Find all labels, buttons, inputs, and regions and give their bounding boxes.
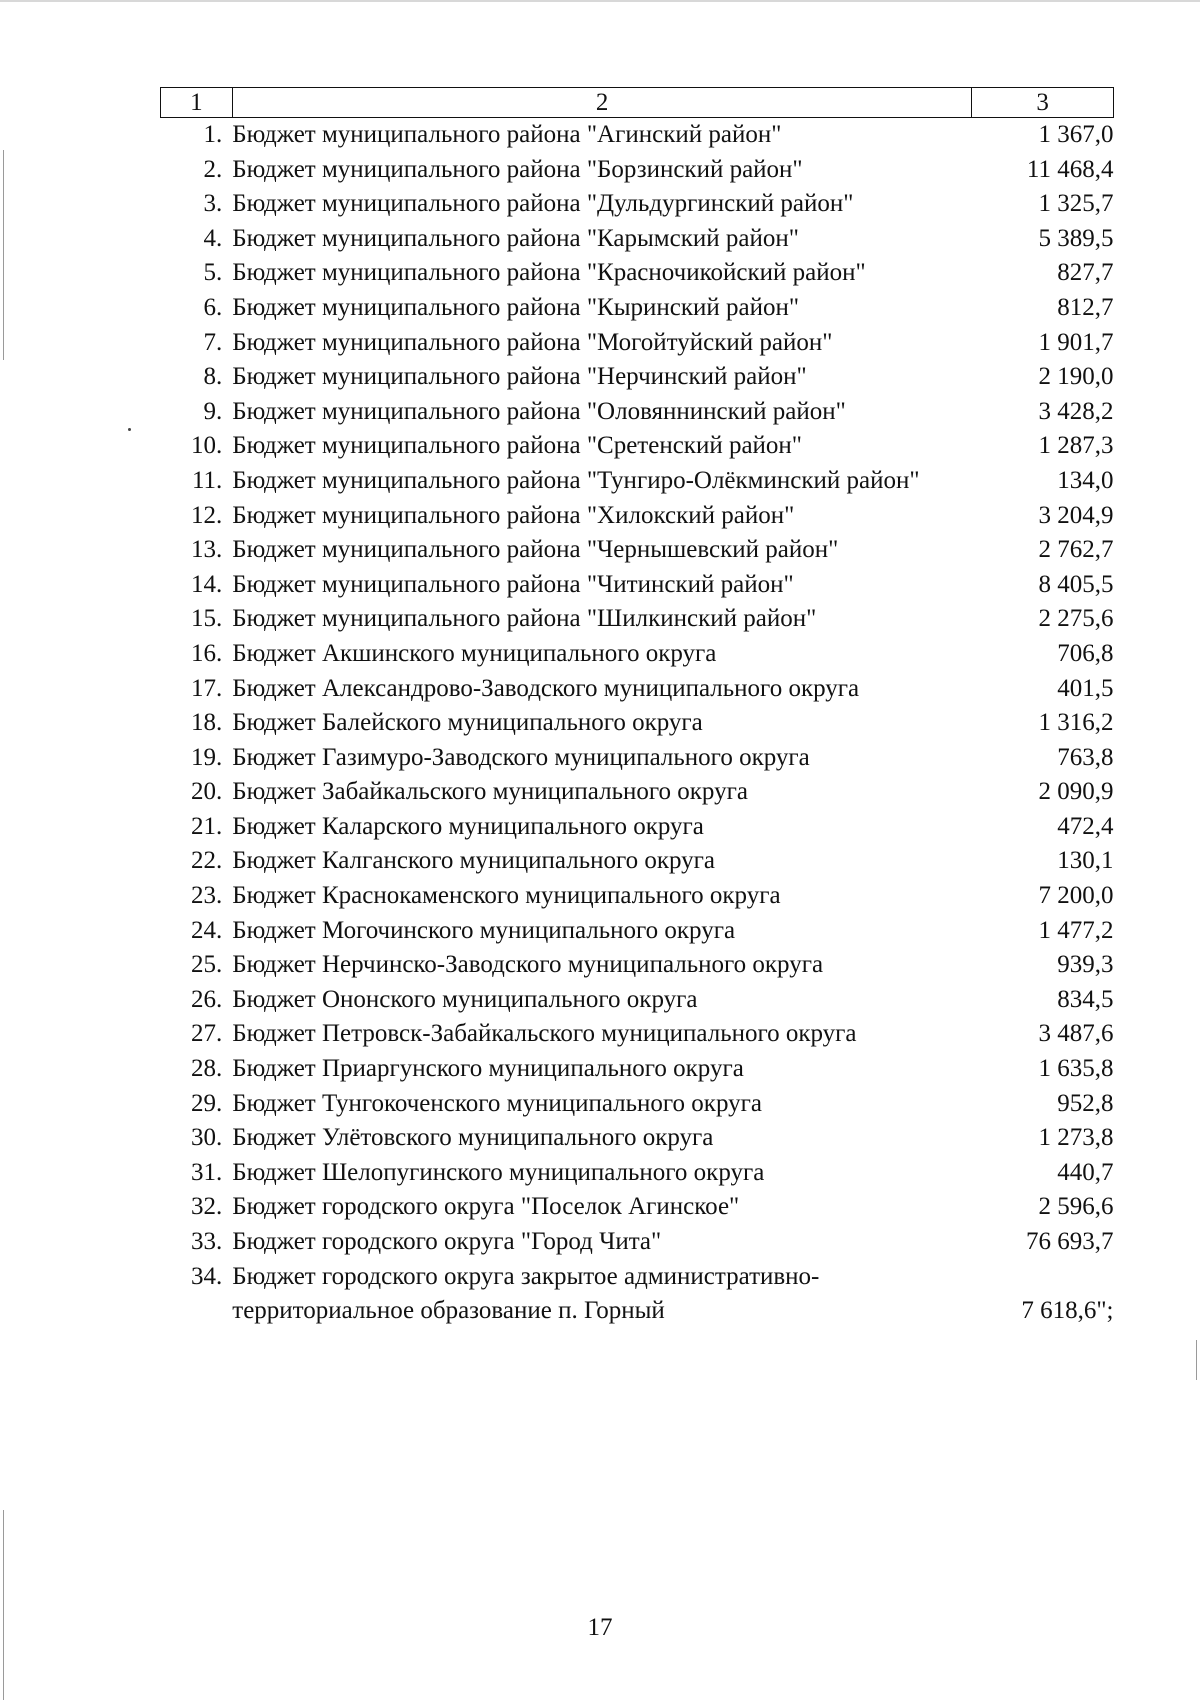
row-number: 26. [191,985,223,1013]
column-header-number: 1 [161,88,233,118]
row-amount: 2 090,9 [1038,778,1114,806]
row-number: 5. [203,259,223,287]
row-budget-name: Бюджет муниципального района "Чернышевский район" [232,536,839,564]
row-number: 10. [191,432,223,460]
row-amount: 1 477,2 [1038,916,1114,944]
row-number: 2. [203,155,223,183]
row-number: 11. [191,466,223,494]
table-row [161,326,1114,361]
row-amount: 952,8 [1057,1089,1114,1117]
scan-artifact-right [1196,1340,1197,1380]
row-amount: 134,0 [1057,466,1114,494]
row-amount: 130,1 [1057,847,1114,875]
row-number: 19. [191,743,223,771]
table-header-row [161,88,1114,118]
table-row [161,1087,1114,1122]
row-amount: 3 487,6 [1038,1020,1114,1048]
row-budget-name: Бюджет Петровск-Забайкальского муниципального округа [232,1020,857,1048]
table-body [161,118,1114,1329]
row-budget-name [232,1260,972,1329]
row-amount: 7 618,6"; [1021,1297,1114,1325]
scan-artifact-dot [128,428,131,431]
row-budget-name: Бюджет городского округа "Город Чита" [232,1228,662,1255]
row-amount: 1 273,8 [1038,1124,1114,1152]
row-budget-name: Бюджет муниципального района "Кыринский район" [232,293,800,321]
row-number: 12. [191,501,223,529]
row-budget-name: Бюджет муниципального района "Красночикойский район" [232,259,866,287]
row-number: 34. [191,1262,223,1290]
row-budget-name: Бюджет городского округа "Поселок Агинское" [232,1193,740,1221]
table-row [161,1225,1114,1260]
row-amount: 1 367,0 [1038,121,1114,148]
table-row [161,291,1114,326]
row-number: 9. [203,397,223,425]
row-number: 6. [203,293,223,321]
row-budget-name: Бюджет муниципального района "Нерчинский район" [232,363,807,391]
row-amount: 763,8 [1057,743,1114,771]
row-amount: 1 287,3 [1038,432,1114,460]
table-row [161,533,1114,568]
table-row [161,256,1114,291]
row-budget-name: Бюджет муниципального района "Могойтуйский район" [232,328,833,356]
table-row [161,1260,1114,1329]
row-number: 22. [191,847,223,875]
row-budget-name: Бюджет Нерчинско-Заводского муниципального округа [232,951,824,979]
row-amount: 1 316,2 [1038,709,1114,737]
table-row [161,983,1114,1018]
table-row [161,1121,1114,1156]
table-row [161,360,1114,395]
table-row [161,1156,1114,1191]
table-row [161,1017,1114,1052]
table-row [161,1190,1114,1225]
budget-distribution-table [160,87,1114,1329]
row-number: 7. [203,328,223,356]
row-amount: 1 635,8 [1038,1055,1114,1083]
table-row [161,602,1114,637]
scan-artifact-left-lower [3,1510,4,1700]
table-row [161,464,1114,499]
table-row [161,1052,1114,1087]
table-row [161,637,1114,672]
row-budget-name: Бюджет муниципального района "Карымский район" [232,224,799,252]
table-row [161,741,1114,776]
row-amount: 2 762,7 [1038,536,1114,564]
row-budget-name: Бюджет муниципального района "Дульдургинский район" [232,190,854,218]
row-amount: 2 275,6 [1038,605,1114,633]
table-row [161,810,1114,845]
row-amount: 827,7 [1057,259,1114,287]
row-budget-name: Бюджет Акшинского муниципального округа [232,639,717,667]
table-row [161,914,1114,949]
row-budget-name: Бюджет муниципального района "Шилкинский район" [232,605,817,633]
table-row [161,706,1114,741]
row-budget-name: Бюджет муниципального района "Читинский район" [232,570,794,598]
table-row [161,222,1114,257]
row-number: 3. [203,190,223,218]
row-number: 32. [191,1193,223,1221]
row-amount: 2 190,0 [1038,363,1114,391]
row-number: 31. [191,1158,223,1186]
table-row [161,187,1114,222]
row-budget-name: Бюджет Приаргунского муниципального округа [232,1055,744,1083]
row-amount: 1 325,7 [1038,190,1114,218]
table-row [161,948,1114,983]
row-budget-name: Бюджет муниципального района "Агинский район" [232,121,782,148]
row-number: 14. [191,570,223,598]
row-budget-name: Бюджет Ононского муниципального округа [232,985,698,1013]
row-number: 24. [191,916,223,944]
row-number: 28. [191,1055,223,1083]
row-amount: 472,4 [1057,812,1114,840]
row-amount: 706,8 [1057,639,1114,667]
row-number: 20. [191,778,223,806]
row-number: 17. [191,674,223,702]
page-number: 17 [587,1614,613,1641]
table-row [161,775,1114,810]
row-number: 8. [203,363,223,391]
table-row [161,118,1114,153]
row-amount: 5 389,5 [1038,224,1114,252]
row-budget-name: Бюджет Балейского муниципального округа [232,709,703,737]
row-budget-name: Бюджет муниципального района "Оловяннинский район" [232,397,846,425]
row-number: 15. [191,605,223,633]
row-budget-name-line-1: Бюджет городского округа закрытое административно- [232,1262,820,1290]
column-header-value: 3 [972,88,1114,118]
row-amount: 2 596,6 [1038,1193,1114,1221]
row-number: 33. [191,1228,223,1255]
row-budget-name: Бюджет муниципального района "Тунгиро-Олёкминский район" [232,466,920,494]
row-number: 16. [191,639,223,667]
row-amount: 440,7 [1057,1158,1114,1186]
row-budget-name: Бюджет Каларского муниципального округа [232,812,704,840]
row-number: 27. [191,1020,223,1048]
row-amount: 3 204,9 [1038,501,1114,529]
table-row [161,153,1114,188]
row-budget-name: Бюджет муниципального района "Хилокский район" [232,501,795,529]
row-amount: 939,3 [1057,951,1114,979]
row-budget-name: Бюджет Александрово-Заводского муниципального округа [232,674,860,702]
row-amount: 11 468,4 [1026,155,1114,183]
table-row [161,844,1114,879]
row-amount: 812,7 [1057,293,1114,321]
row-amount: 7 200,0 [1038,882,1114,910]
row-number: 30. [191,1124,223,1152]
row-budget-name-line-2: территориальное образование п. Горный [232,1297,665,1325]
row-number: 29. [191,1089,223,1117]
row-budget-name: Бюджет Калганского муниципального округа [232,847,716,875]
table-row [161,879,1114,914]
table-row [161,395,1114,430]
row-budget-name: Бюджет Забайкальского муниципального округа [232,778,748,806]
row-amount: 3 428,2 [1038,397,1114,425]
row-amount: 76 693,7 [1026,1228,1114,1255]
scan-artifact-top [0,0,1200,2]
table-row [161,499,1114,534]
row-budget-name: Бюджет Шелопугинского муниципального округа [232,1158,765,1186]
row-budget-name: Бюджет Газимуро-Заводского муниципального округа [232,743,810,771]
row-budget-name: Бюджет муниципального района "Борзинский район" [232,155,803,183]
row-amount: 1 901,7 [1038,328,1114,356]
row-number: 25. [191,951,223,979]
column-header-name: 2 [232,88,972,118]
row-number: 23. [191,882,223,910]
row-budget-name: Бюджет Краснокаменского муниципального округа [232,882,781,910]
row-amount: 401,5 [1057,674,1114,702]
scan-artifact-left [3,150,4,360]
row-number: 4. [203,224,223,252]
row-budget-name: Бюджет Улётовского муниципального округа [232,1124,714,1152]
row-budget-name: Бюджет Тунгокоченского муниципального округа [232,1089,762,1117]
table-row [161,568,1114,603]
row-number: 21. [191,812,223,840]
table-row [161,429,1114,464]
row-budget-name: Бюджет Могочинского муниципального округа [232,916,736,944]
row-number: 13. [191,536,223,564]
row-amount: 834,5 [1057,985,1114,1013]
row-budget-name: Бюджет муниципального района "Сретенский район" [232,432,803,460]
row-number: 1. [203,121,223,148]
row-amount: 8 405,5 [1038,570,1114,598]
row-number: 18. [191,709,223,737]
table-row [161,672,1114,707]
